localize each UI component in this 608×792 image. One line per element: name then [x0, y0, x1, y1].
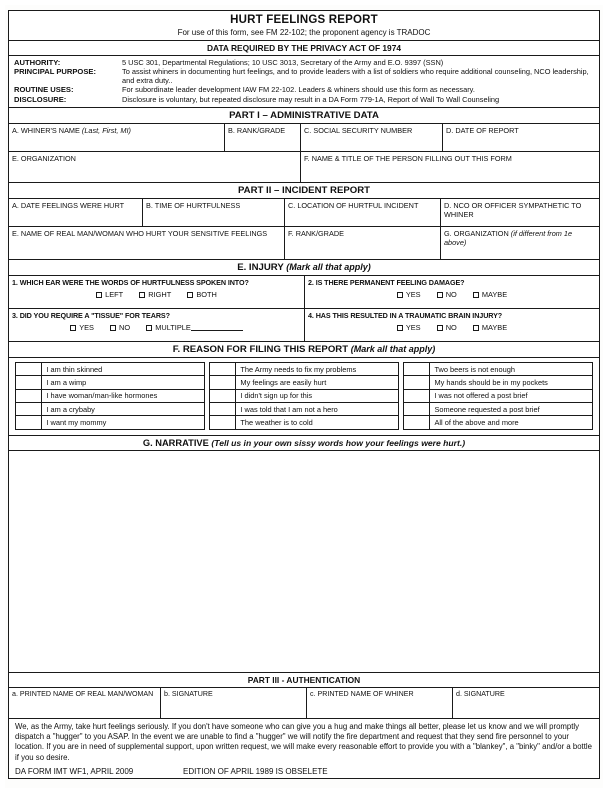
option-no-label: NO [445, 322, 457, 332]
table-row [16, 376, 593, 389]
reason-checkbox-c1r4[interactable] [16, 402, 42, 415]
option-left-label: LEFT [105, 289, 124, 299]
field-rank-grade[interactable] [225, 124, 301, 151]
field-time-of-hurtfulness[interactable] [143, 199, 285, 226]
narrative-input[interactable] [9, 451, 599, 673]
form-number: DA FORM IMT WF1, APRIL 2009 [15, 767, 134, 777]
field-hint-offender-organization: (if different from 1e above) [444, 228, 573, 247]
part2-row-1 [9, 199, 599, 227]
page-title: HURT FEELINGS REPORT [230, 14, 378, 26]
option-no-label: NO [119, 322, 131, 332]
reason-label-c2r1: The Army needs to fix my problems [236, 362, 399, 375]
part3-band: PART III - AUTHENTICATION [9, 673, 599, 688]
reason-checkbox-c2r5[interactable] [210, 416, 236, 429]
field-hint-whiners-name: (Last, First, MI) [81, 125, 131, 135]
part1-row-1 [9, 124, 599, 152]
privacy-label-routine-uses: ROUTINE USES: [14, 85, 74, 95]
option-maybe-label: MAYBE [481, 322, 508, 332]
option-no[interactable] [437, 290, 457, 299]
form-footer [9, 766, 599, 778]
injury-question-1-options [12, 290, 301, 299]
reason-checkbox-c2r3[interactable] [210, 389, 236, 402]
form-header [9, 11, 599, 41]
reason-checkbox-c3r2[interactable] [404, 376, 430, 389]
reason-checkbox-c3r5[interactable] [404, 416, 430, 429]
reason-label-c2r5: The weather is to cold [236, 416, 399, 429]
checkbox-icon[interactable] [96, 292, 102, 298]
field-label-preparer-name-title: F. NAME & TITLE OF THE PERSON FILLING OUT THIS FORM [304, 153, 512, 163]
reason-label-c2r2: My feelings are easily hurt [236, 376, 399, 389]
closing-statement: We, as the Army, take hurt feelings seriously. If you don't have someone who can give you a hug and make things all better, please let us know and we will promptly dispatch a "hugger" to you ASAP. In the event we are unable to find a "hugger" we will notify the fire department and request that they send fire personnel to your location. If you are in need of supplemental support, upon written request, we will make every reasonable effort to provide you with a "blankey", a "binky" and/or a bottle if you so desire. [9, 718, 599, 766]
privacy-row-principal-purpose [14, 67, 595, 85]
injury-question-2-label: 2. IS THERE PERMANENT FEELING DAMAGE? [308, 277, 465, 287]
reason-checkbox-c1r5[interactable] [16, 416, 42, 429]
reason-checkbox-c1r1[interactable] [16, 362, 42, 375]
reason-checkbox-c1r2[interactable] [16, 376, 42, 389]
privacy-row-authority [14, 58, 595, 67]
field-printed-name-real-man-woman[interactable] [9, 688, 161, 718]
option-right-label: RIGHT [148, 289, 172, 299]
injury-band [9, 259, 599, 276]
reason-checkbox-c2r4[interactable] [210, 402, 236, 415]
injury-question-4-options [308, 323, 596, 332]
privacy-text-routine-uses: For subordinate leader development IAW FM 22-102. Leaders & whiners should use this form as necessary. [122, 85, 475, 95]
checkbox-icon[interactable] [70, 325, 76, 331]
reason-table [15, 362, 593, 430]
field-signature-whiner[interactable] [453, 688, 599, 718]
field-label-whiners-name: A. WHINER'S NAME [12, 125, 80, 135]
reason-band-title: F. REASON FOR FILING THIS REPORT [172, 343, 349, 355]
injury-question-3 [9, 309, 305, 341]
field-label-sympathetic-nco-officer: D. NCO OR OFFICER SYMPATHETIC TO WHINER [444, 200, 582, 219]
option-yes[interactable] [70, 323, 94, 332]
reason-label-c3r2: My hands should be in my pockets [430, 376, 593, 389]
checkbox-icon[interactable] [187, 292, 193, 298]
field-label-location-of-incident: C. LOCATION OF HURTFUL INCIDENT [288, 200, 419, 210]
reason-label-c1r2: I am a wimp [42, 376, 205, 389]
field-printed-name-whiner[interactable] [307, 688, 453, 718]
table-row [16, 362, 593, 375]
option-no[interactable] [110, 323, 130, 332]
field-name-of-real-man-woman[interactable] [9, 227, 285, 259]
field-offender-rank-grade[interactable] [285, 227, 441, 259]
injury-band-hint: (Mark all that apply) [286, 261, 371, 272]
checkbox-icon[interactable] [110, 325, 116, 331]
part1-row-2 [9, 152, 599, 182]
table-row [16, 416, 593, 429]
reason-label-c3r5: All of the above and more [430, 416, 593, 429]
injury-question-1-label: 1. WHICH EAR WERE THE WORDS OF HURTFULNESS SPOKEN INTO? [12, 277, 249, 287]
narrative-band [9, 436, 599, 451]
privacy-text-disclosure: Disclosure is voluntary, but repeated disclosure may result in a DA Form 779-1A, Report of Wall To Wall Counseling [122, 94, 500, 104]
field-date-feelings-hurt[interactable] [9, 199, 143, 226]
reason-checklist [9, 358, 599, 436]
option-left[interactable] [96, 290, 123, 299]
field-label-signature-d: d. SIGNATURE [456, 689, 505, 698]
edition-note: EDITION OF APRIL 1989 IS OBSELETE [183, 767, 328, 777]
part1-band: PART I – ADMINISTRATIVE DATA [9, 108, 599, 124]
reason-label-c3r3: I was not offered a post brief [430, 389, 593, 402]
field-sympathetic-nco-officer[interactable] [441, 199, 599, 226]
option-multiple-label: MULTIPLE [155, 322, 191, 332]
checkbox-icon[interactable] [437, 292, 443, 298]
privacy-row-disclosure [14, 95, 595, 104]
reason-checkbox-c3r3[interactable] [404, 389, 430, 402]
injury-band-title: E. INJURY [237, 261, 284, 273]
field-organization[interactable] [9, 152, 301, 182]
part2-band: PART II – INCIDENT REPORT [9, 182, 599, 199]
reason-band [9, 341, 599, 358]
checkbox-icon[interactable] [473, 325, 479, 331]
reason-label-c1r1: I am thin skinned [42, 362, 205, 375]
option-both[interactable] [187, 290, 217, 299]
privacy-act-band: DATA REQUIRED BY THE PRIVACY ACT OF 1974 [9, 41, 599, 56]
injury-row-1 [9, 276, 599, 309]
checkbox-icon[interactable] [146, 325, 152, 331]
field-offender-organization[interactable] [441, 227, 599, 259]
reason-label-c1r3: I have woman/man-like hormones [42, 389, 205, 402]
field-whiners-name[interactable] [9, 124, 225, 151]
field-label-date-of-report: D. DATE OF REPORT [446, 125, 519, 135]
injury-question-1 [9, 276, 305, 308]
privacy-label-disclosure: DISCLOSURE: [14, 94, 67, 104]
field-label-printed-name-real-man-woman: a. PRINTED NAME OF REAL MAN/WOMAN [12, 689, 154, 698]
checkbox-icon[interactable] [473, 292, 479, 298]
field-label-offender-organization: G. ORGANIZATION [444, 228, 509, 238]
reason-label-c3r1: Two beers is not enough [430, 362, 593, 375]
checkbox-icon[interactable] [397, 292, 403, 298]
field-label-ssn: C. SOCIAL SECURITY NUMBER [304, 125, 413, 135]
field-label-date-feelings-hurt: A. DATE FEELINGS WERE HURT [12, 200, 125, 210]
form-reference-note: For use of this form, see FM 22-102; the proponent agency is TRADOC [177, 28, 431, 37]
checkbox-icon[interactable] [437, 325, 443, 331]
reason-label-c1r4: I am a crybaby [42, 402, 205, 415]
field-label-time-of-hurtfulness: B. TIME OF HURTFULNESS [146, 200, 241, 210]
injury-question-4-label: 4. HAS THIS RESULTED IN A TRAUMATIC BRAIN INJURY? [308, 310, 503, 320]
privacy-row-routine-uses [14, 85, 595, 94]
option-yes[interactable] [397, 323, 421, 332]
field-label-organization: E. ORGANIZATION [12, 153, 76, 163]
reason-checkbox-c1r3[interactable] [16, 389, 42, 402]
narrative-hint: (Tell us in your own sissy words how your feelings were hurt.) [211, 437, 466, 448]
field-preparer-name-title[interactable] [301, 152, 599, 182]
field-label-printed-name-whiner: c. PRINTED NAME OF WHINER [310, 689, 414, 698]
multiple-count-input[interactable] [191, 323, 243, 331]
option-maybe[interactable] [473, 323, 507, 332]
privacy-text-authority: 5 USC 301, Departmental Regulations; 10 USC 3013, Secretary of the Army and E.O. 9397 (SSN) [122, 58, 444, 67]
option-multiple[interactable] [146, 323, 243, 332]
field-location-of-incident[interactable] [285, 199, 441, 226]
privacy-label-principal-purpose: PRINCIPAL PURPOSE: [14, 67, 96, 77]
option-no[interactable] [437, 323, 457, 332]
field-label-offender-rank-grade: F. RANK/GRADE [288, 228, 344, 238]
reason-checkbox-c3r1[interactable] [404, 362, 430, 375]
privacy-act-body [9, 56, 599, 108]
option-right[interactable] [139, 290, 171, 299]
table-row [16, 389, 593, 402]
reason-label-c3r4: Someone requested a post brief [430, 402, 593, 415]
reason-band-hint: (Mark all that apply) [350, 343, 436, 354]
reason-checkbox-c2r2[interactable] [210, 376, 236, 389]
option-yes[interactable] [397, 290, 421, 299]
reason-label-c2r3: I didn't sign up for this [236, 389, 399, 402]
reason-label-c2r4: I was told that I am not a hero [236, 402, 399, 415]
privacy-label-authority: AUTHORITY: [14, 58, 61, 67]
option-both-label: BOTH [196, 289, 217, 299]
option-yes-label: YES [79, 322, 94, 332]
checkbox-icon[interactable] [397, 325, 403, 331]
part2-row-2 [9, 227, 599, 259]
field-label-rank-grade: B. RANK/GRADE [228, 125, 286, 135]
field-signature-real-man-woman[interactable] [161, 688, 307, 718]
option-no-label: NO [445, 289, 457, 299]
narrative-title: G. NARRATIVE [142, 437, 209, 448]
option-maybe-label: MAYBE [481, 289, 508, 299]
option-yes-label: YES [405, 322, 421, 332]
injury-question-3-options [12, 323, 301, 332]
field-social-security-number[interactable] [301, 124, 443, 151]
injury-question-2-options [308, 290, 596, 299]
part3-row [9, 688, 599, 718]
table-row [16, 402, 593, 415]
injury-question-2 [305, 276, 599, 308]
field-label-signature-b: b. SIGNATURE [164, 689, 213, 698]
injury-question-4 [305, 309, 599, 341]
reason-checkbox-c3r4[interactable] [404, 402, 430, 415]
reason-label-c1r5: I want my mommy [42, 416, 205, 429]
option-yes-label: YES [405, 289, 421, 299]
reason-checkbox-c2r1[interactable] [210, 362, 236, 375]
checkbox-icon[interactable] [139, 292, 145, 298]
privacy-text-principal-purpose: To assist whiners in documenting hurt feelings, and to provide leaders with a list of soldiers who require additional counseling, NCO leadership, and extra duty.. [122, 67, 589, 86]
option-maybe[interactable] [473, 290, 507, 299]
injury-question-3-label: 3. DID YOU REQUIRE A "TISSUE" FOR TEARS? [12, 310, 170, 320]
field-date-of-report[interactable] [443, 124, 599, 151]
field-label-name-of-real-man-woman: E. NAME OF REAL MAN/WOMAN WHO HURT YOUR SENSITIVE FEELINGS [12, 228, 268, 238]
hurt-feelings-report-form [8, 10, 600, 779]
injury-row-2 [9, 309, 599, 341]
